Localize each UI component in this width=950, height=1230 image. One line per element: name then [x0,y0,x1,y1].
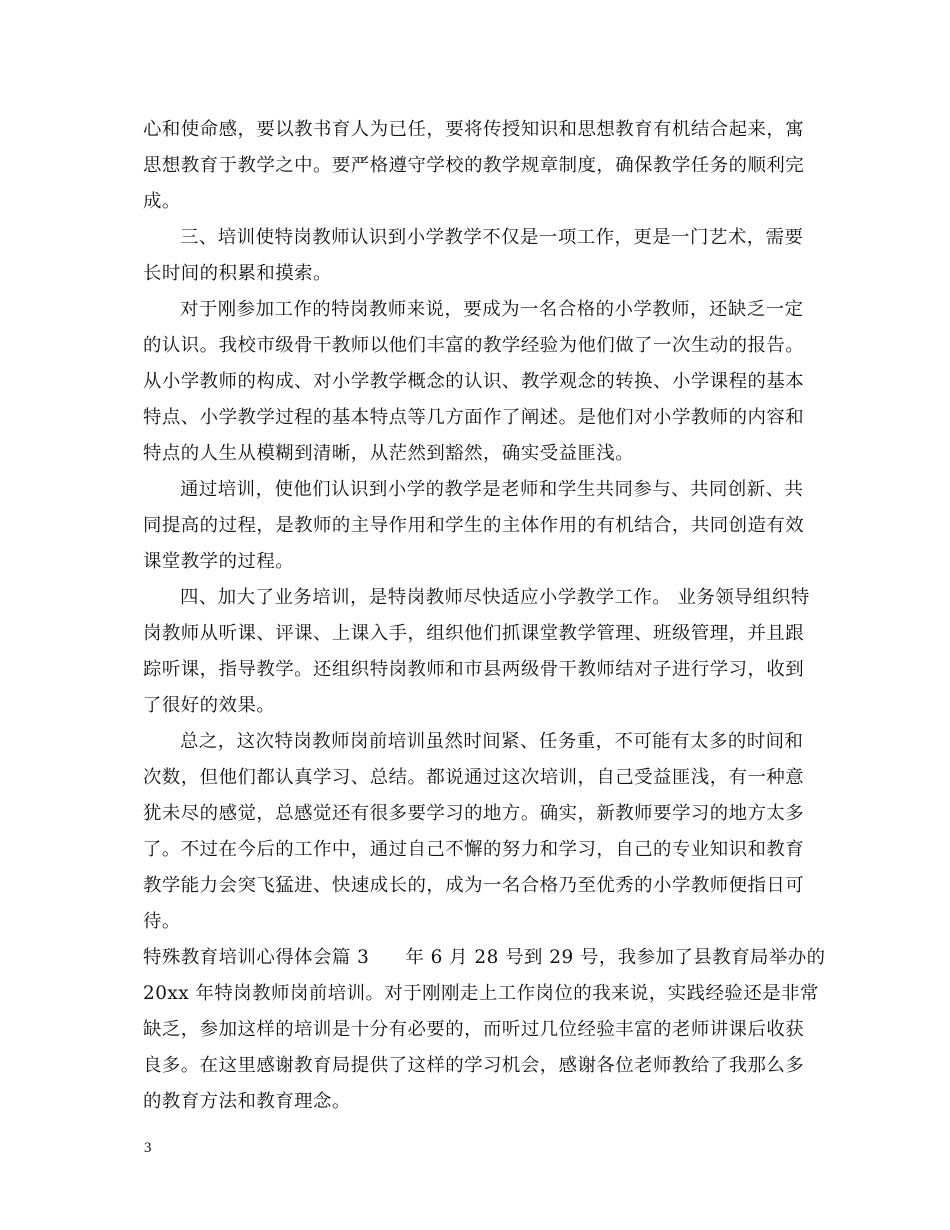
section-heading-line [143,940,826,976]
text-line: 犹未尽的感觉，总感觉还有很多要学习的地方。确实，新教师要学习的地方太多 [143,803,805,824]
section-heading: 特殊教育培训心得体会篇 3 [143,947,370,968]
text-line: 的认识。我校市级骨干教师以他们丰富的教学经验为他们做了一次生动的报告。 [143,335,805,356]
text-line: 从小学教师的构成、对小学教学概念的认识、教学观念的转换、小学课程的基本 [143,371,805,392]
section-first-line-text: 年 6 月 28 号到 29 号，我参加了县教育局举办的 [405,947,826,968]
text-line: 了。不过在今后的工作中，通过自己不懈的努力和学习，自己的专业知识和教育 [143,839,805,860]
text-line: 成。 [143,191,181,212]
text-line: 了很好的效果。 [143,695,276,716]
text-line: 课堂教学的过程。 [143,551,295,572]
text-line: 岗教师从听课、评课、上课入手，组织他们抓课堂教学管理、班级管理，并且跟 [143,623,805,644]
text-line: 待。 [143,911,181,932]
text-line: 良多。在这里感谢教育局提供了这样的学习机会，感谢各位老师教给了我那么多 [143,1055,805,1076]
page-number: 3 [144,1140,152,1156]
text-line: 20xx 年特岗教师岗前培训。对于刚刚走上工作岗位的我来说，实践经验还是非常 [143,983,819,1004]
text-line: 长时间的积累和摸索。 [143,263,332,284]
text-line: 同提高的过程，是教师的主导作用和学生的主体作用的有机结合，共同创造有效 [143,515,805,536]
text-line: 的教育方法和教育理念。 [143,1091,351,1112]
paragraph-start-line: 总之，这次特岗教师岗前培训虽然时间紧、任务重，不可能有太多的时间和 [180,731,804,752]
text-line: 缺乏，参加这样的培训是十分有必要的，而听过几位经验丰富的老师讲课后收获 [143,1019,805,1040]
paragraph-start-line: 通过培训，使他们认识到小学的教学是老师和学生共同参与、共同创新、共 [180,479,804,500]
text-line: 心和使命感，要以教书育人为已任，要将传授知识和思想教育有机结合起来，寓 [143,119,805,140]
paragraph-start-line: 四、加大了业务培训，是特岗教师尽快适应小学教学工作。 业务领导组织特 [180,587,810,608]
document-body [143,112,826,1120]
paragraph-start-line: 对于刚参加工作的特岗教师来说，要成为一名合格的小学教师，还缺乏一定 [180,299,804,320]
text-line: 踪听课，指导教学。还组织特岗教师和市县两级骨干教师结对子进行学习，收到 [143,659,805,680]
text-line: 思想教育于教学之中。要严格遵守学校的教学规章制度，确保教学任务的顺利完 [143,155,805,176]
text-line: 次数，但他们都认真学习、总结。都说通过这次培训，自己受益匪浅，有一种意 [143,767,805,788]
text-line: 特点的人生从模糊到清晰，从茫然到豁然，确实受益匪浅。 [143,443,635,464]
text-line: 教学能力会突飞猛进、快速成长的，成为一名合格乃至优秀的小学教师便指日可 [143,875,805,896]
text-line: 特点、小学教学过程的基本特点等几方面作了阐述。是他们对小学教师的内容和 [143,407,805,428]
paragraph-start-line: 三、培训使特岗教师认识到小学教学不仅是一项工作，更是一门艺术，需要 [180,227,804,248]
